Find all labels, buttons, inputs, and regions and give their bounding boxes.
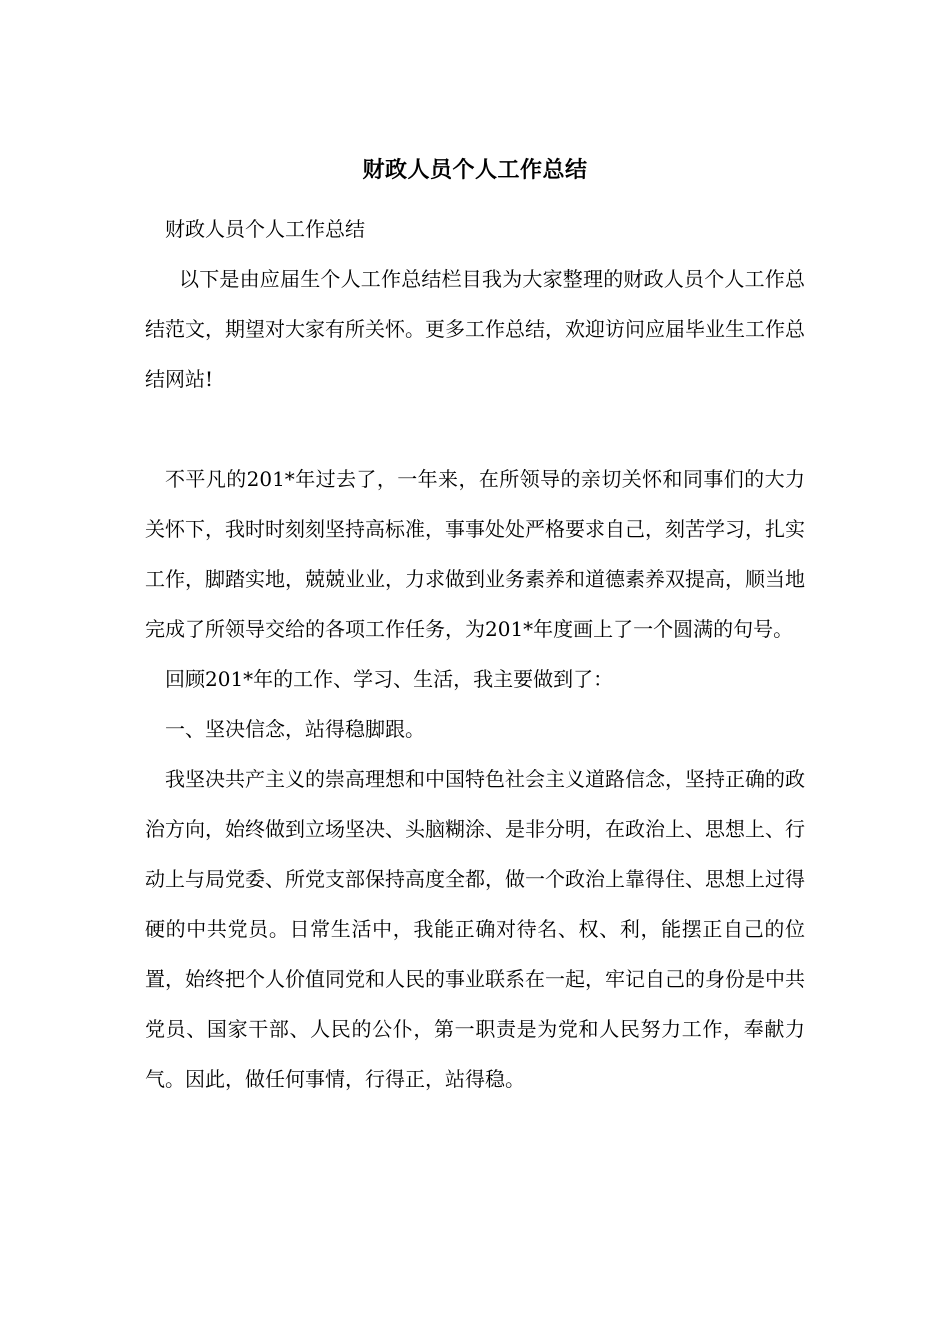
section-heading: 一、坚决信念，站得稳脚跟。	[165, 717, 425, 741]
body-paragraph: 不平凡的201*年过去了，一年来，在所领导的亲切关怀和同事们的大力关怀下，我时时刻刻坚持高标准，事事处处严格要求自己，刻苦学习，扎实工作，脚踏实地，兢兢业业，力求做到业务素养和道德素养双提高，顺当地完成了所领导交给的各项工作任务，为201*年度画上了一个圆满的句号。	[145, 467, 805, 641]
body-paragraph: 回顾201*年的工作、学习、生活，我主要做到了：	[165, 667, 614, 691]
blank-line	[145, 404, 805, 454]
document-title: 财政人员个人工作总结	[362, 157, 588, 183]
subtitle-paragraph: 财政人员个人工作总结	[165, 217, 365, 241]
document-body	[145, 204, 805, 1104]
intro-paragraph: 以下是由应届生个人工作总结栏目我为大家整理的财政人员个人工作总结范文，期望对大家有所关怀。更多工作总结，欢迎访问应届毕业生工作总结网站!	[145, 267, 805, 391]
body-paragraph: 我坚决共产主义的崇高理想和中国特色社会主义道路信念，坚持正确的政治方向，始终做到立场坚决、头脑糊涂、是非分明，在政治上、思想上、行动上与局党委、所党支部保持高度全都，做一个政治上靠得住、思想上过得硬的中共党员。日常生活中，我能正确对待名、权、利，能摆正自己的位置，始终把个人价值同党和人民的事业联系在一起，牢记自己的身份是中共党员、国家干部、人民的公仆，第一职责是为党和人民努力工作，奉献力气。因此，做任何事情，行得正，站得稳。	[145, 767, 805, 1091]
